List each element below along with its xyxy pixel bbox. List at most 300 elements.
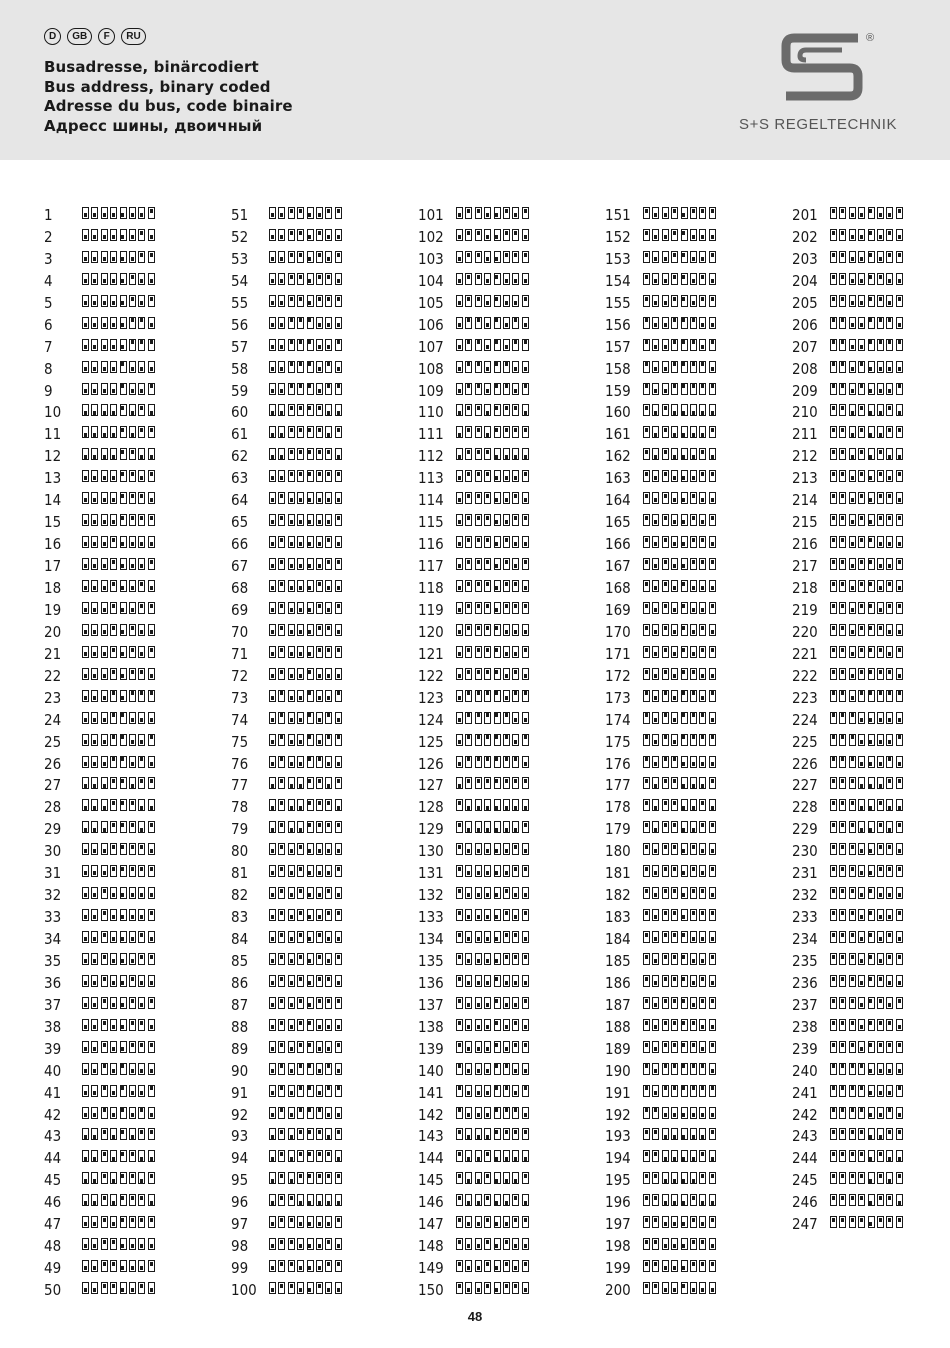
- address-row: [418, 753, 593, 775]
- dip-switch-lever: [709, 1041, 716, 1053]
- dip-switch-lever: [522, 1128, 529, 1140]
- dip-switch-lever: [129, 712, 136, 724]
- dip-switch-icon: [456, 383, 529, 395]
- dip-switch-lever: [129, 361, 136, 373]
- dip-switch-lever: [522, 799, 529, 811]
- dip-switch-lever: [681, 448, 688, 460]
- dip-switch-lever: [288, 448, 295, 460]
- dip-switch-lever: [643, 734, 650, 746]
- address-number: 189: [605, 1039, 631, 1058]
- dip-switch-icon: [643, 207, 716, 219]
- dip-switch-lever: [512, 470, 519, 482]
- dip-switch-icon: [456, 295, 529, 307]
- dip-switch-icon: [830, 1019, 903, 1031]
- address-row: [792, 336, 950, 358]
- dip-switch-lever: [297, 975, 304, 987]
- dip-switch-lever: [307, 580, 314, 592]
- dip-switch-icon: [269, 207, 342, 219]
- dip-switch-lever: [129, 383, 136, 395]
- dip-switch-icon: [82, 229, 155, 241]
- dip-switch-lever: [512, 756, 519, 768]
- dip-switch-lever: [297, 251, 304, 263]
- dip-switch-icon: [830, 361, 903, 373]
- dip-switch-lever: [681, 273, 688, 285]
- dip-switch-lever: [278, 448, 285, 460]
- dip-switch-lever: [690, 229, 697, 241]
- address-number: 5: [44, 293, 53, 312]
- address-number: 154: [605, 271, 631, 290]
- dip-switch-lever: [886, 1172, 893, 1184]
- dip-switch-lever: [858, 1194, 865, 1206]
- address-number: 51: [231, 206, 249, 224]
- dip-switch-lever: [690, 317, 697, 329]
- address-number: 35: [44, 951, 62, 970]
- dip-switch-lever: [671, 580, 678, 592]
- address-number: 165: [605, 513, 631, 532]
- dip-switch-lever: [129, 821, 136, 833]
- address-row: [44, 533, 219, 555]
- dip-switch-lever: [522, 1216, 529, 1228]
- dip-switch-lever: [652, 997, 659, 1009]
- dip-switch-lever: [858, 536, 865, 548]
- address-row: [792, 270, 950, 292]
- dip-switch-lever: [662, 668, 669, 680]
- dip-switch-lever: [858, 602, 865, 614]
- address-number: 31: [44, 864, 62, 883]
- dip-switch-lever: [456, 624, 463, 636]
- dip-switch-lever: [120, 514, 127, 526]
- address-row: [44, 1169, 219, 1191]
- dip-switch-lever: [709, 1282, 716, 1294]
- address-number: 187: [605, 995, 631, 1014]
- dip-switch-lever: [652, 1238, 659, 1250]
- dip-switch-lever: [110, 909, 117, 921]
- address-number: 158: [605, 359, 631, 378]
- dip-switch-lever: [269, 602, 276, 614]
- dip-switch-lever: [269, 865, 276, 877]
- dip-switch-lever: [709, 1150, 716, 1162]
- dip-switch-icon: [643, 1282, 716, 1294]
- dip-switch-lever: [858, 1128, 865, 1140]
- dip-switch-lever: [709, 339, 716, 351]
- dip-switch-lever: [877, 470, 884, 482]
- dip-switch-lever: [494, 843, 501, 855]
- dip-switch-icon: [82, 470, 155, 482]
- dip-switch-lever: [297, 624, 304, 636]
- dip-switch-lever: [652, 1128, 659, 1140]
- dip-switch-lever: [82, 317, 89, 329]
- dip-switch-lever: [849, 536, 856, 548]
- dip-switch-icon: [269, 317, 342, 329]
- dip-switch-lever: [662, 492, 669, 504]
- dip-switch-lever: [465, 1238, 472, 1250]
- dip-switch-lever: [652, 448, 659, 460]
- dip-switch-lever: [120, 383, 127, 395]
- dip-switch-icon: [643, 756, 716, 768]
- dip-switch-lever: [643, 295, 650, 307]
- address-row: [792, 643, 950, 665]
- address-number: 25: [44, 732, 62, 751]
- dip-switch-lever: [494, 777, 501, 789]
- dip-switch-lever: [297, 1238, 304, 1250]
- dip-switch-lever: [868, 514, 875, 526]
- dip-switch-lever: [662, 426, 669, 438]
- dip-switch-lever: [148, 1107, 155, 1119]
- address-number: 229: [792, 820, 818, 839]
- dip-switch-lever: [278, 1063, 285, 1075]
- dip-switch-lever: [138, 448, 145, 460]
- dip-switch-icon: [269, 865, 342, 877]
- dip-switch-lever: [503, 1085, 510, 1097]
- address-number: 105: [418, 293, 444, 312]
- dip-switch-lever: [494, 1172, 501, 1184]
- dip-switch-lever: [120, 799, 127, 811]
- dip-switch-lever: [699, 273, 706, 285]
- dip-switch-lever: [91, 1282, 98, 1294]
- dip-switch-lever: [522, 426, 529, 438]
- dip-switch-lever: [335, 448, 342, 460]
- dip-switch-lever: [830, 514, 837, 526]
- dip-switch-lever: [681, 1172, 688, 1184]
- dip-switch-lever: [512, 975, 519, 987]
- dip-switch-lever: [316, 1085, 323, 1097]
- dip-switch-lever: [671, 404, 678, 416]
- dip-switch-lever: [662, 361, 669, 373]
- dip-switch-lever: [830, 207, 837, 219]
- dip-switch-lever: [120, 1260, 127, 1272]
- dip-switch-lever: [868, 1128, 875, 1140]
- dip-switch-lever: [699, 690, 706, 702]
- dip-switch-lever: [877, 1085, 884, 1097]
- dip-switch-lever: [138, 821, 145, 833]
- dip-switch-lever: [325, 1019, 332, 1031]
- dip-switch-lever: [512, 909, 519, 921]
- dip-switch-lever: [830, 1041, 837, 1053]
- dip-switch-icon: [269, 821, 342, 833]
- dip-switch-lever: [643, 975, 650, 987]
- dip-switch-lever: [868, 909, 875, 921]
- dip-switch-lever: [82, 1260, 89, 1272]
- address-row: [605, 292, 780, 314]
- dip-switch-icon: [456, 1282, 529, 1294]
- dip-switch-lever: [297, 1260, 304, 1272]
- dip-switch-lever: [662, 777, 669, 789]
- dip-switch-lever: [101, 624, 108, 636]
- dip-switch-lever: [138, 580, 145, 592]
- dip-switch-lever: [896, 887, 903, 899]
- dip-switch-icon: [830, 909, 903, 921]
- address-row: [792, 358, 950, 380]
- dip-switch-lever: [699, 558, 706, 570]
- dip-switch-lever: [325, 777, 332, 789]
- address-row: [44, 1104, 219, 1126]
- dip-switch-lever: [288, 514, 295, 526]
- dip-switch-lever: [503, 821, 510, 833]
- dip-switch-lever: [82, 1128, 89, 1140]
- address-row: [44, 1213, 219, 1235]
- dip-switch-lever: [699, 1238, 706, 1250]
- dip-switch-lever: [896, 624, 903, 636]
- dip-switch-lever: [699, 909, 706, 921]
- dip-switch-lever: [288, 997, 295, 1009]
- address-row: [792, 796, 950, 818]
- dip-switch-lever: [662, 602, 669, 614]
- dip-switch-lever: [709, 1238, 716, 1250]
- address-row: [418, 1213, 593, 1235]
- dip-switch-lever: [858, 1150, 865, 1162]
- dip-switch-lever: [138, 339, 145, 351]
- dip-switch-lever: [681, 777, 688, 789]
- dip-switch-lever: [465, 470, 472, 482]
- dip-switch-lever: [503, 339, 510, 351]
- dip-switch-lever: [503, 426, 510, 438]
- dip-switch-lever: [709, 756, 716, 768]
- dip-switch-lever: [297, 931, 304, 943]
- dip-switch-lever: [662, 273, 669, 285]
- address-number: 242: [792, 1105, 818, 1124]
- dip-switch-lever: [484, 1128, 491, 1140]
- dip-switch-lever: [699, 624, 706, 636]
- dip-switch-lever: [503, 690, 510, 702]
- dip-switch-lever: [503, 229, 510, 241]
- dip-switch-lever: [82, 821, 89, 833]
- dip-switch-lever: [101, 295, 108, 307]
- dip-switch-lever: [465, 229, 472, 241]
- address-row: [792, 994, 950, 1016]
- dip-switch-lever: [129, 207, 136, 219]
- dip-switch-lever: [91, 383, 98, 395]
- dip-switch-icon: [456, 953, 529, 965]
- address-number: 142: [418, 1105, 444, 1124]
- dip-switch-icon: [82, 821, 155, 833]
- dip-switch-lever: [316, 1194, 323, 1206]
- dip-switch-lever: [91, 712, 98, 724]
- dip-switch-lever: [896, 975, 903, 987]
- dip-switch-lever: [297, 1194, 304, 1206]
- dip-switch-lever: [690, 273, 697, 285]
- dip-switch-lever: [288, 1216, 295, 1228]
- dip-switch-icon: [269, 1282, 342, 1294]
- dip-switch-lever: [699, 712, 706, 724]
- address-number: 212: [792, 447, 818, 466]
- dip-switch-lever: [849, 646, 856, 658]
- dip-switch-lever: [868, 339, 875, 351]
- address-number: 76: [231, 754, 249, 773]
- dip-switch-lever: [101, 514, 108, 526]
- dip-switch-lever: [288, 295, 295, 307]
- dip-switch-icon: [643, 426, 716, 438]
- dip-switch-lever: [494, 1216, 501, 1228]
- dip-switch-lever: [690, 799, 697, 811]
- dip-switch-lever: [709, 273, 716, 285]
- dip-switch-lever: [316, 361, 323, 373]
- dip-switch-lever: [699, 1216, 706, 1228]
- dip-switch-lever: [325, 887, 332, 899]
- dip-switch-lever: [325, 448, 332, 460]
- dip-switch-lever: [456, 865, 463, 877]
- dip-switch-lever: [494, 317, 501, 329]
- address-row: [231, 358, 406, 380]
- dip-switch-lever: [101, 426, 108, 438]
- dip-switch-lever: [110, 690, 117, 702]
- language-badge-de: D: [44, 28, 61, 45]
- dip-switch-lever: [503, 1238, 510, 1250]
- dip-switch-lever: [288, 492, 295, 504]
- dip-switch-lever: [503, 251, 510, 263]
- address-row: [231, 1257, 406, 1279]
- dip-switch-lever: [269, 1019, 276, 1031]
- dip-switch-lever: [278, 514, 285, 526]
- address-number: 209: [792, 381, 818, 400]
- dip-switch-lever: [475, 843, 482, 855]
- address-row: [418, 1060, 593, 1082]
- dip-switch-lever: [886, 1216, 893, 1228]
- dip-switch-lever: [503, 843, 510, 855]
- dip-switch-lever: [886, 690, 893, 702]
- dip-switch-lever: [307, 317, 314, 329]
- address-row: [418, 423, 593, 445]
- dip-switch-lever: [475, 580, 482, 592]
- dip-switch-lever: [335, 799, 342, 811]
- dip-switch-icon: [269, 1063, 342, 1075]
- dip-switch-icon: [456, 492, 529, 504]
- dip-switch-lever: [325, 690, 332, 702]
- dip-switch-lever: [886, 273, 893, 285]
- dip-switch-lever: [671, 1019, 678, 1031]
- dip-switch-lever: [849, 492, 856, 504]
- dip-switch-lever: [288, 251, 295, 263]
- dip-switch-lever: [886, 624, 893, 636]
- dip-switch-lever: [503, 1260, 510, 1272]
- dip-switch-lever: [681, 1282, 688, 1294]
- dip-switch-lever: [456, 1107, 463, 1119]
- address-number: 65: [231, 513, 249, 532]
- address-number: 39: [44, 1039, 62, 1058]
- dip-switch-lever: [110, 734, 117, 746]
- dip-switch-lever: [148, 931, 155, 943]
- address-row: [418, 1104, 593, 1126]
- dip-switch-lever: [522, 404, 529, 416]
- dip-switch-icon: [82, 953, 155, 965]
- dip-switch-lever: [269, 668, 276, 680]
- address-number: 236: [792, 973, 818, 992]
- dip-switch-lever: [138, 843, 145, 855]
- dip-switch-lever: [129, 624, 136, 636]
- dip-switch-lever: [91, 1216, 98, 1228]
- dip-switch-lever: [512, 624, 519, 636]
- dip-switch-lever: [120, 909, 127, 921]
- dip-switch-lever: [475, 470, 482, 482]
- dip-switch-icon: [456, 690, 529, 702]
- dip-switch-lever: [484, 1150, 491, 1162]
- dip-switch-lever: [849, 404, 856, 416]
- dip-switch-lever: [699, 580, 706, 592]
- dip-switch-lever: [120, 1238, 127, 1250]
- dip-switch-icon: [82, 383, 155, 395]
- dip-switch-lever: [690, 1238, 697, 1250]
- dip-switch-lever: [148, 448, 155, 460]
- dip-switch-icon: [830, 843, 903, 855]
- dip-switch-lever: [699, 1282, 706, 1294]
- dip-switch-icon: [643, 668, 716, 680]
- dip-switch-lever: [297, 646, 304, 658]
- address-row: [605, 380, 780, 402]
- address-number: 192: [605, 1105, 631, 1124]
- dip-switch-lever: [91, 909, 98, 921]
- dip-switch-lever: [896, 317, 903, 329]
- dip-switch-lever: [297, 1216, 304, 1228]
- dip-switch-icon: [82, 777, 155, 789]
- dip-switch-lever: [316, 865, 323, 877]
- dip-switch-lever: [494, 953, 501, 965]
- dip-switch-icon: [82, 887, 155, 899]
- dip-switch-lever: [148, 1194, 155, 1206]
- dip-switch-lever: [120, 1216, 127, 1228]
- dip-switch-lever: [138, 361, 145, 373]
- address-row: [44, 709, 219, 731]
- dip-switch-icon: [456, 470, 529, 482]
- dip-switch-lever: [307, 777, 314, 789]
- dip-switch-lever: [709, 470, 716, 482]
- dip-switch-lever: [699, 448, 706, 460]
- dip-switch-lever: [288, 1128, 295, 1140]
- dip-switch-icon: [269, 383, 342, 395]
- dip-switch-lever: [699, 295, 706, 307]
- address-row: [418, 818, 593, 840]
- dip-switch-lever: [896, 1085, 903, 1097]
- dip-switch-lever: [465, 404, 472, 416]
- dip-switch-lever: [830, 317, 837, 329]
- address-row: [605, 248, 780, 270]
- dip-switch-lever: [522, 756, 529, 768]
- dip-switch-icon: [456, 580, 529, 592]
- dip-switch-lever: [307, 909, 314, 921]
- dip-switch-lever: [709, 821, 716, 833]
- dip-switch-lever: [699, 1041, 706, 1053]
- dip-switch-lever: [484, 997, 491, 1009]
- address-number: 140: [418, 1061, 444, 1080]
- address-number: 135: [418, 951, 444, 970]
- dip-switch-lever: [690, 1063, 697, 1075]
- dip-switch-lever: [148, 799, 155, 811]
- dip-switch-lever: [671, 273, 678, 285]
- dip-switch-lever: [671, 1238, 678, 1250]
- dip-switch-lever: [494, 514, 501, 526]
- dip-switch-lever: [120, 668, 127, 680]
- dip-switch-lever: [690, 207, 697, 219]
- dip-switch-lever: [494, 997, 501, 1009]
- dip-switch-lever: [699, 317, 706, 329]
- dip-switch-lever: [484, 756, 491, 768]
- dip-switch-lever: [148, 953, 155, 965]
- dip-switch-lever: [307, 1107, 314, 1119]
- address-row: [605, 1279, 780, 1301]
- dip-switch-lever: [709, 865, 716, 877]
- dip-switch-lever: [307, 690, 314, 702]
- dip-switch-lever: [494, 492, 501, 504]
- dip-switch-lever: [456, 975, 463, 987]
- dip-switch-lever: [512, 404, 519, 416]
- dip-switch-lever: [886, 492, 893, 504]
- dip-switch-lever: [690, 339, 697, 351]
- dip-switch-lever: [877, 668, 884, 680]
- dip-switch-lever: [91, 339, 98, 351]
- dip-switch-lever: [307, 799, 314, 811]
- address-row: [44, 1257, 219, 1279]
- dip-switch-lever: [858, 1085, 865, 1097]
- dip-switch-lever: [101, 448, 108, 460]
- dip-switch-lever: [662, 536, 669, 548]
